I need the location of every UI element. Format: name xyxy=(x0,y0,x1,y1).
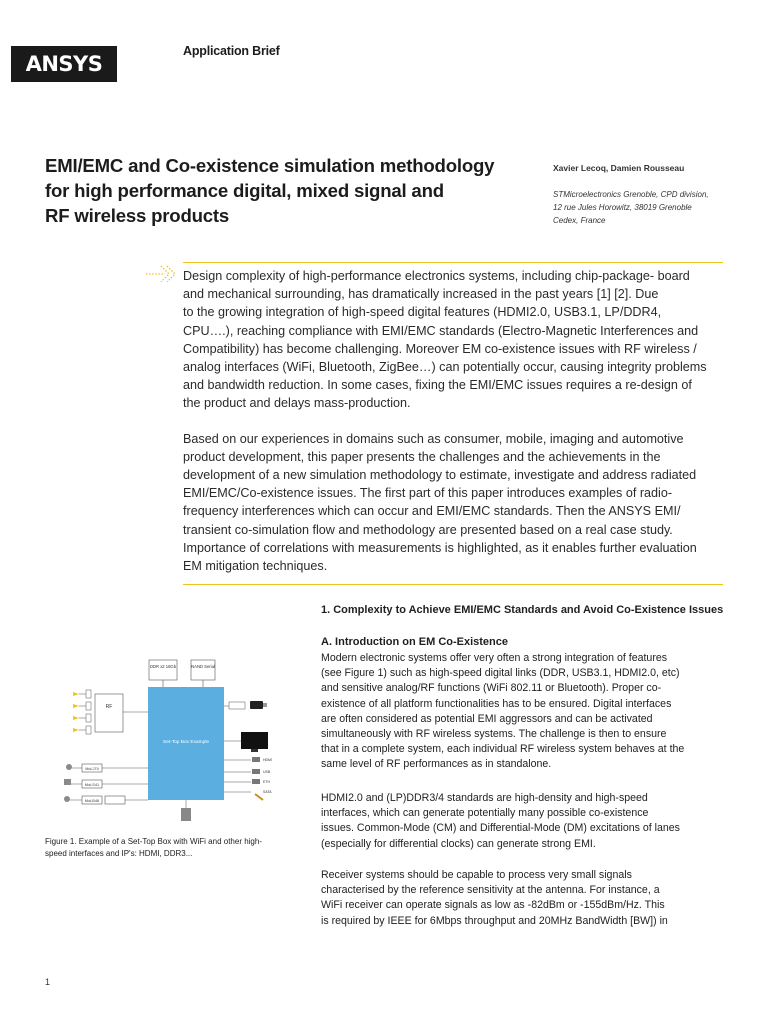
side-label: HDMI xyxy=(263,758,272,762)
body-paragraph-2 xyxy=(321,791,733,852)
text-line: Based on our experiences in domains such as consumer, mobile, imaging and automotive xyxy=(183,431,684,446)
authors: Xavier Lecoq, Damien Rousseau xyxy=(553,163,685,173)
text-line: is required by IEEE for 6Mbps throughput and 20MHz BandWidth [BW]) in xyxy=(321,914,668,927)
rf-module xyxy=(95,694,123,732)
text-line: existence of all platform functionalities has to be ensured. Digital interfaces xyxy=(321,697,672,710)
text-line: and bandwidth reduction. In some cases, fixing the EMI/EMC issues requires a re-design of xyxy=(183,378,692,393)
set-top-box-figure xyxy=(45,656,295,834)
side-label: USB xyxy=(263,770,271,774)
figure-caption xyxy=(45,836,295,860)
body-paragraph-3 xyxy=(321,868,733,929)
text-line: transient co-simulation flow and methodology are presented based on a real case study. xyxy=(183,522,673,537)
text-line: are often considered as potential EMI aggressors and can be activated xyxy=(321,712,653,725)
text-line: development of a new simulation methodology to estimate, investigate and address radiated xyxy=(183,468,697,483)
text-line: the product and delays mass-production. xyxy=(183,396,411,411)
affiliation-line: STMicroelectronics Grenoble, CPD division, xyxy=(553,190,709,199)
title-line: RF wireless products xyxy=(45,205,230,226)
side-label: ETH xyxy=(263,780,270,784)
block-label: MoLB46 xyxy=(84,799,100,803)
affiliation-line: 12 rue Jules Horowitz, 38019 Grenoble xyxy=(553,203,692,212)
text-line: interfaces, which can generate potentially many possible co-existence xyxy=(321,807,649,820)
title-line: for high performance digital, mixed signal and xyxy=(45,180,444,201)
storage-icon xyxy=(181,808,191,821)
tv-icon xyxy=(241,732,268,752)
text-line: EMI/EMC/Co-existence issues. The first part of this paper introduces examples of radio- xyxy=(183,486,673,501)
caption-line: Figure 1. Example of a Set-Top Box with WiFi and other high- xyxy=(45,837,262,846)
text-line: simultaneously with RF wireless systems. The challenge is then to ensure xyxy=(321,728,667,741)
text-line: Receiver systems should be capable to process very small signals xyxy=(321,869,632,881)
document-type: Application Brief xyxy=(183,44,280,58)
ddr-chip xyxy=(149,660,177,680)
text-line: and mechanical surrounding, has dramatically increased in the past years [1] [2]. Due xyxy=(183,287,659,302)
subsection-heading: A. Introduction on EM Co-Existence xyxy=(321,636,509,648)
abstract xyxy=(183,267,728,575)
body-paragraph-1 xyxy=(321,651,733,773)
nand-label: NAND Serial xyxy=(191,664,215,669)
side-label: SATA xyxy=(263,790,272,794)
affiliation xyxy=(553,188,733,227)
abstract-paragraph-2 xyxy=(183,430,728,576)
text-line: Design complexity of high-performance electronics systems, including chip-package- board xyxy=(183,269,690,283)
nand-chip xyxy=(191,660,215,680)
usb-stick-icon xyxy=(250,701,267,709)
section-heading: 1. Complexity to Achieve EMI/EMC Standards and Avoid Co-Existence Issues xyxy=(321,604,724,616)
text-line: Modern electronic systems offer very often a strong integration of features xyxy=(321,652,668,664)
text-line: Importance of correlations with measurements is highlighted, as it enables further evaluation xyxy=(183,540,697,555)
title-line: EMI/EMC and Co-existence simulation methodology xyxy=(45,155,495,176)
block-label: MoLS41 xyxy=(84,783,100,787)
caption-line: speed interfaces and IP's: HDMI, DDR3... xyxy=(45,849,193,858)
text-line: analog interfaces (WiFi, Bluetooth, ZigBee…) can potentially occur, causing integrity problems xyxy=(183,360,707,375)
ansys-logo xyxy=(11,46,117,82)
box-title: Set-Top Box Example xyxy=(162,740,210,745)
bottom-rule xyxy=(183,584,723,585)
ddr-label: DDR x2 16Gb xyxy=(149,664,177,669)
affiliation-line: Cedex, France xyxy=(553,216,606,225)
antenna-icons xyxy=(73,692,79,732)
text-line: WiFi receiver can operate signals as low as -82dBm or -155dBm/Hz. This xyxy=(321,899,665,912)
page-number: 1 xyxy=(45,977,51,987)
text-line: (especially for differential clocks) can generate strong EMI. xyxy=(321,837,596,850)
abstract-paragraph-1 xyxy=(183,267,728,413)
text-line: issues. Common-Mode (CM) and Differential-Mode (DM) excitations of lanes xyxy=(321,822,680,835)
text-line: HDMI2.0 and (LP)DDR3/4 standards are high-density and high-speed xyxy=(321,792,648,804)
text-line: and sensitive analog/RF functions (WiFi 802.11 or Bluetooth). Proper co- xyxy=(321,682,662,695)
logo-text: ANSYS xyxy=(25,52,103,76)
text-line: frequency interferences which can occur and EMI/EMC standards. Then the ANSYS EMI/ xyxy=(183,504,681,519)
dotted-arrow-icon xyxy=(145,263,177,285)
paper-title xyxy=(45,153,500,228)
cable-icon xyxy=(255,794,263,800)
text-line: that in a complete system, each individual RF wireless system behaves at the xyxy=(321,743,685,756)
text-line: product development, this paper presents the challenges and the achievements in the xyxy=(183,449,661,464)
block-label: MoLJ74 xyxy=(85,767,99,771)
text-line: EM mitigation techniques. xyxy=(183,559,328,574)
text-line: to the growing integration of high-speed digital features (HDMI2.0, USB3.1, LP/DDR4, xyxy=(183,305,662,320)
text-line: same level of RF performances as in standalone. xyxy=(321,758,552,771)
text-line: characterised by the reference sensitivity at the antenna. For instance, a xyxy=(321,884,660,897)
rf-label: RF xyxy=(105,704,113,710)
top-rule xyxy=(183,262,723,263)
text-line: Compatibility) has become challenging. Moreover EM co-existence issues with RF wireless / xyxy=(183,341,697,356)
text-line: CPU….), reaching compliance with EMI/EMC standards (Electro-Magnetic Interferences and xyxy=(183,323,699,338)
text-line: (see Figure 1) such as high-speed digital links (DDR, USB3.1, HDMI2.0, etc) xyxy=(321,667,680,680)
